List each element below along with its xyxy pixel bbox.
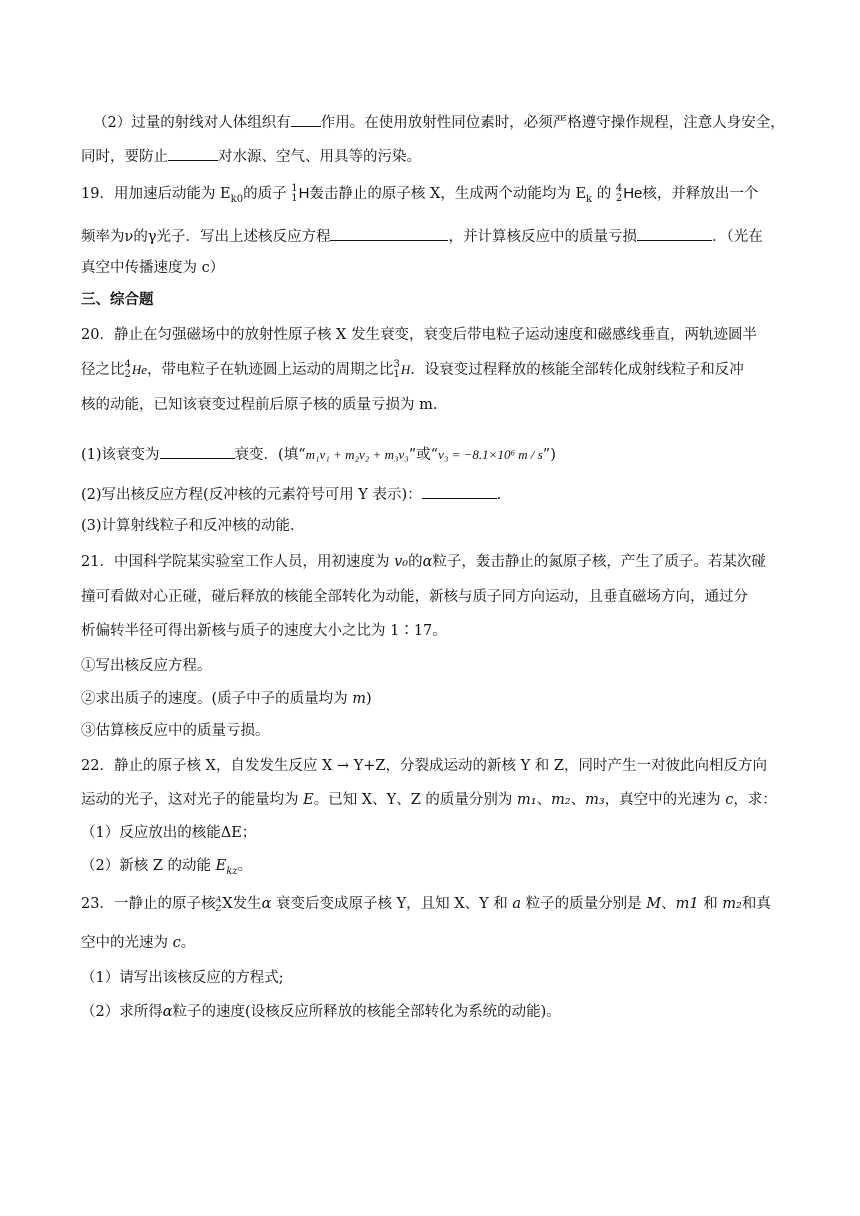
charge-number: 1 <box>291 193 298 204</box>
mass-number: 4 <box>124 359 131 370</box>
symbol: X <box>222 896 233 912</box>
text: 同时，要防止 <box>81 149 168 165</box>
formula: X → Y+Z <box>322 758 386 774</box>
text: 22．静止的原子核 X，自发发生反应 <box>81 758 322 774</box>
text: ，真空中的光速为 <box>604 792 726 808</box>
symbol: He <box>623 185 643 202</box>
variable: ΔE <box>220 825 242 841</box>
q20-line3 <box>81 395 437 415</box>
text: ．（光在 <box>711 229 763 245</box>
text: 径之比 <box>81 362 125 378</box>
text: 。 <box>237 858 253 874</box>
variable: c <box>172 935 181 951</box>
text: 频率为ν的γ光子．写出上述核反应方程 <box>81 229 331 245</box>
text: 衰变后变成原子核 Y，且知 X、Y 和 <box>271 896 513 912</box>
mass-number: 4 <box>615 183 623 194</box>
q21-part2 <box>81 689 372 709</box>
variable: m <box>352 691 367 707</box>
variable: m₃ <box>585 792 605 808</box>
text: 核的动能，已知该衰变过程前后原子核的质量亏损为 m. <box>81 397 438 413</box>
text: （1）反应放出的核能 <box>81 825 221 841</box>
text: ②求出质子的速度。(质子中子的质量均为 <box>81 691 353 707</box>
text: ③估算核反应中的质量亏损。 <box>81 723 270 739</box>
symbol: H <box>400 362 411 377</box>
answer-blank[interactable] <box>330 225 448 241</box>
q23-part2 <box>81 1002 561 1022</box>
variable: m₁ <box>517 792 537 808</box>
q21-line2 <box>81 587 748 607</box>
q20-part3 <box>81 516 305 536</box>
text: 和 <box>698 896 723 912</box>
answer-blank[interactable] <box>637 225 712 241</box>
proton-nuclide <box>291 184 309 204</box>
q19-line1 <box>81 184 758 204</box>
q21-part1 <box>81 656 212 676</box>
q18-part2-line1 <box>93 111 785 133</box>
q18-part2-line2 <box>81 145 421 167</box>
text: 20．静止在匀强磁场中的放射性原子核 X 发生衰变，衰变后带电粒子运动速度和磁感线垂直，两轨迹圆半 <box>81 327 757 343</box>
text: 对水源、空气、用具等的污染。 <box>218 149 421 165</box>
helium-nuclide <box>616 184 643 204</box>
text: ，分裂成运动的新核 Y 和 Z，同时产生一对彼此向相反方向 <box>385 758 767 774</box>
text: 21．中国科学院某实验室工作人员，用初速度为 <box>81 554 395 570</box>
text: 空中的光速为 <box>81 935 173 951</box>
text: 和真 <box>741 896 771 912</box>
answer-blank[interactable] <box>422 483 497 499</box>
subscript: kz <box>226 865 238 877</box>
q19-line3 <box>81 258 224 278</box>
formula: v₃ = −8.1×10⁶ m / s <box>438 447 543 462</box>
q21-line3 <box>81 621 447 641</box>
text: 、 <box>570 792 586 808</box>
text: 。已知 X、Y、Z 的质量分别为 <box>313 792 517 808</box>
section-heading: 三、综合题 <box>81 292 154 308</box>
q20-part1 <box>81 443 556 465</box>
formula: m₁v₁ + m₂v₂ + m₃v₃ <box>305 447 409 462</box>
q19-line2 <box>81 225 763 247</box>
text: (1)该衰变为 <box>81 447 160 463</box>
subscript: k <box>586 193 593 205</box>
answer-blank[interactable] <box>160 443 235 459</box>
q21-line1 <box>81 552 766 572</box>
charge-number: 1 <box>393 369 400 380</box>
text: . <box>496 487 502 503</box>
charge-number: Z <box>215 904 222 913</box>
variable: m1 <box>675 896 699 912</box>
mass-number: 1 <box>291 183 298 194</box>
q22-line1 <box>81 756 767 776</box>
mass-number: A <box>215 895 222 904</box>
text: ，求： <box>733 792 777 808</box>
charge-number: 2 <box>124 369 131 380</box>
parent-nuclide <box>215 894 232 914</box>
symbol: H <box>298 185 310 202</box>
text: ) <box>366 691 372 707</box>
variable: M <box>646 896 662 912</box>
symbol: He <box>131 362 148 377</box>
q23-part1 <box>81 968 284 988</box>
text: 。 <box>180 935 196 951</box>
text: ，带电粒子在轨迹圆上运动的周期之比 <box>147 362 394 378</box>
q20-part2 <box>81 483 501 505</box>
variable: a <box>512 896 522 912</box>
text: 运动的光子，这对光子的能量均为 <box>81 792 304 808</box>
text: 的质子 <box>243 186 287 202</box>
text: ”或“ <box>408 447 439 463</box>
text: 轰击静止的原子核 X，生成两个动能均为 E <box>309 186 587 202</box>
variable: m₂ <box>551 792 571 808</box>
text: ．设衰变过程释放的核能全部转化成射线粒子和反冲 <box>410 362 744 378</box>
text: ； <box>241 825 257 841</box>
text: 、 <box>661 896 676 912</box>
variable: v₀ <box>394 554 409 570</box>
variable: E <box>215 858 227 874</box>
text: ①写出核反应方程。 <box>81 658 212 674</box>
text: 撞可看做对心正碰，碰后释放的核能全部转化为动能，新核与质子同方向运动，且垂直磁场方向，通过分 <box>81 589 748 605</box>
text: （1）请写出该核反应的方程式; <box>81 970 284 986</box>
text: ”) <box>542 447 556 463</box>
q22-part2 <box>81 856 252 876</box>
variable: α <box>422 554 433 570</box>
text: 析偏转半径可得出新核与质子的速度大小之比为 1∶17。 <box>81 623 447 639</box>
text: 的 <box>592 186 612 202</box>
q23-line1 <box>81 894 771 914</box>
q20-line1 <box>81 325 757 345</box>
text: (2)写出核反应方程(反冲核的元素符号可用 Y 表示)： <box>81 487 422 503</box>
answer-blank[interactable] <box>291 111 321 127</box>
text: ，并计算核反应中的质量亏损 <box>448 229 637 245</box>
mass-number: 3 <box>393 359 400 370</box>
text: (3)计算射线粒子和反冲核的动能． <box>81 518 305 534</box>
text: 粒子，轰击静止的氮原子核，产生了质子。若某次碰 <box>432 554 766 570</box>
q23-line2 <box>81 933 195 953</box>
q22-line2 <box>81 790 777 810</box>
text: 真空中传播速度为 c） <box>81 260 225 276</box>
text: 核，并释放出一个 <box>642 186 759 202</box>
ratio-nuclide-h <box>394 360 411 380</box>
variable: c <box>725 792 734 808</box>
q21-part3 <box>81 721 270 741</box>
text: 粒子的质量分别是 <box>521 896 647 912</box>
text: （2）过量的射线对人体组织有 <box>93 115 291 131</box>
variable: m₂ <box>722 896 742 912</box>
text: 衰变．(填“ <box>234 447 306 463</box>
q20-line2 <box>81 360 744 380</box>
ratio-nuclide-he <box>125 360 148 380</box>
text: 粒子的速度(设核反应所释放的核能全部转化为系统的动能)。 <box>172 1004 561 1020</box>
subscript: k0 <box>230 193 244 205</box>
variable: α <box>261 896 272 912</box>
text: 作用。在使用放射性同位素时，必须严格遵守操作规程，注意人身安全， <box>320 115 785 131</box>
text: 发生 <box>232 896 262 912</box>
text: （2）求所得 <box>81 1004 163 1020</box>
text: （2）新核 Z 的动能 <box>81 858 216 874</box>
text: 23．一静止的原子核 <box>81 896 216 912</box>
charge-number: 2 <box>615 193 623 204</box>
answer-blank[interactable] <box>168 145 218 161</box>
text: 、 <box>536 792 552 808</box>
text: 19．用加速后动能为 E <box>81 186 231 202</box>
q22-part1 <box>81 823 256 843</box>
variable: α <box>162 1004 173 1020</box>
text: 的 <box>408 554 423 570</box>
variable: E <box>303 792 314 808</box>
